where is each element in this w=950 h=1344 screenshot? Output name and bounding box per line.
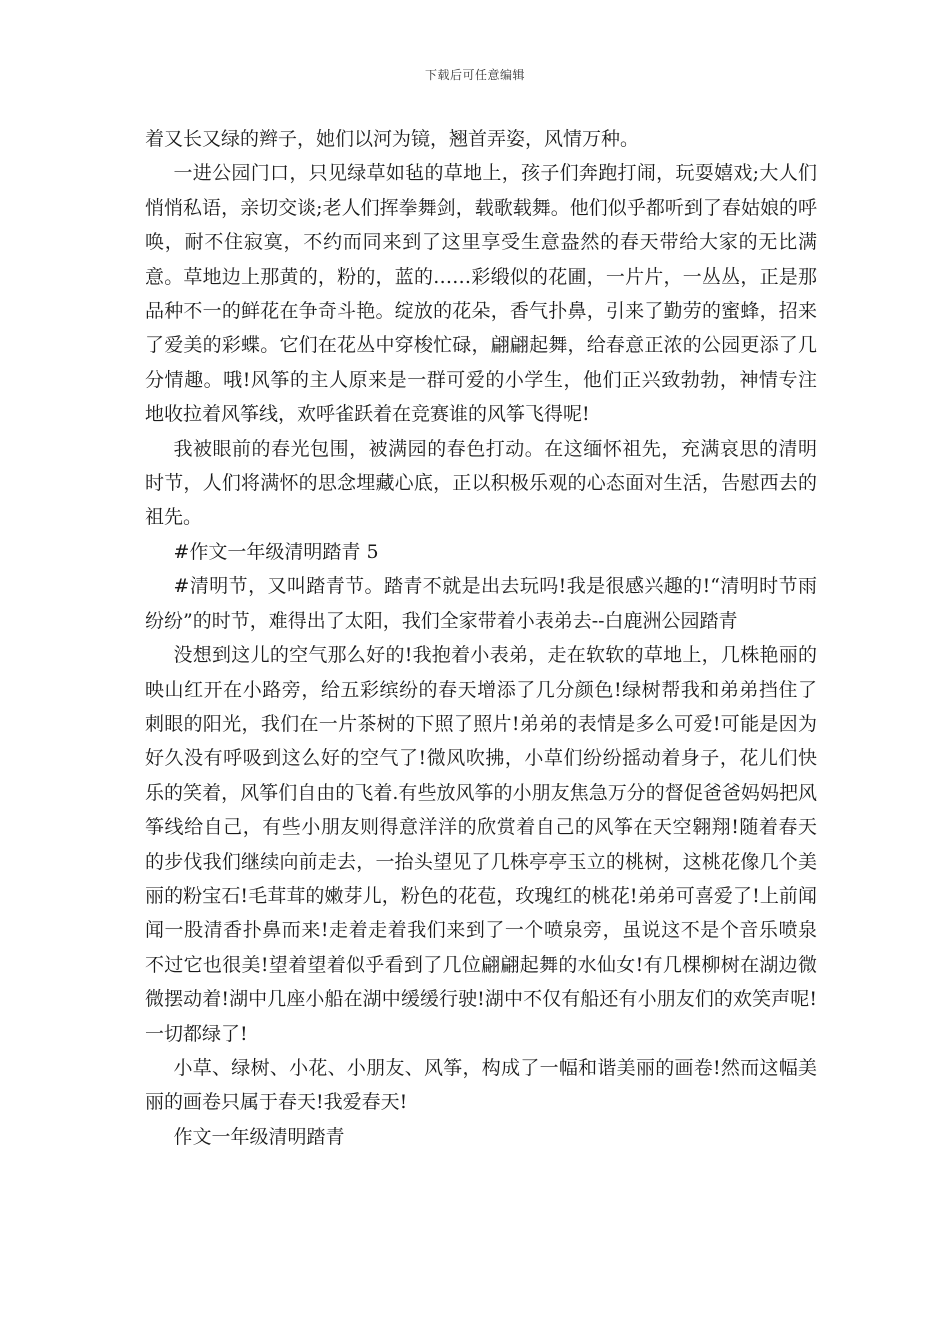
paragraph: 我被眼前的春光包围，被满园的春色打动。在这缅怀祖先，充满哀思的清明时节，人们将满怀的思念埋藏心底，正以积极乐观的心态面对生活，告慰西去的祖先。 [145, 437, 817, 529]
paragraph: 没想到这儿的空气那么好的!我抱着小表弟，走在软软的草地上，几株艳丽的映山红开在小路旁，给五彩缤纷的春天增添了几分颜色!绿树帮我和弟弟挡住了刺眼的阳光，我们在一片茶树的下照了照片!弟弟的表情是多么可爱!可能是因为好久没有呼吸到这么好的空气了!微风吹拂，小草们纷纷摇动着身子，花儿们快乐的笑着，风筝们自由的飞着.有些放风筝的小朋友焦急万分的督促爸爸妈妈把风筝线给自己，有些小朋友则得意洋洋的欣赏着自己的风筝在天空翱翔!随着春天的步伐我们继续向前走去，一抬头望见了几株亭亭玉立的桃树，这桃花像几个美丽的粉宝石!毛茸茸的嫩芽儿，粉色的花苞，玫瑰红的桃花!弟弟可喜爱了!上前闻闻一股清香扑鼻而来!走着走着我们来到了一个喷泉旁，虽说这不是个音乐喷泉不过它也很美!望着望着似乎看到了几位翩翩起舞的水仙女!有几棵柳树在湖边微微摆动着!湖中几座小船在湖中缓缓行驶!湖中不仅有船还有小朋友们的欢笑声呢!一切都绿了! [145, 644, 817, 1045]
paragraph: 一进公园门口，只见绿草如毡的草地上，孩子们奔跑打闹，玩耍嬉戏;大人们悄悄私语，亲切交谈;老人们挥拳舞剑，载歌载舞。他们似乎都听到了春姑娘的呼唤，耐不住寂寞，不约而同来到了这里享受生意盎然的春天带给大家的无比满意。草地边上那黄的，粉的，蓝的……彩缎似的花圃，一片片，一丛丛，正是那品种不一的鲜花在争奇斗艳。绽放的花朵，香气扑鼻，引来了勤劳的蜜蜂，招来了爱美的彩蝶。它们在花丛中穿梭忙碌，翩翩起舞，给春意正浓的公园更添了几分情趣。哦!风筝的主人原来是一群可爱的小学生，他们正兴致勃勃，神情专注地收拉着风筝线，欢呼雀跃着在竞赛谁的风筝飞得呢! [145, 162, 817, 426]
section-heading: 作文一年级清明踏青 [173, 1125, 345, 1148]
paragraph: #清明节，又叫踏青节。踏青不就是出去玩吗!我是很感兴趣的!“清明时节雨纷纷”的时节，难得出了太阳，我们全家带着小表弟去--白鹿洲公园踏青 [145, 575, 817, 632]
document-body [145, 122, 817, 1154]
paragraph: 着又长又绿的辫子，她们以河为镜，翘首弄姿，风情万种。 [145, 128, 640, 150]
section-heading: #作文一年级清明踏青 5 [173, 540, 379, 563]
paragraph: 小草、绿树、小花、小朋友、风筝，构成了一幅和谐美丽的画卷!然而这幅美丽的画卷只属于春天!我爱春天! [145, 1056, 817, 1114]
page-header: 下载后可任意编辑 [424, 68, 525, 82]
